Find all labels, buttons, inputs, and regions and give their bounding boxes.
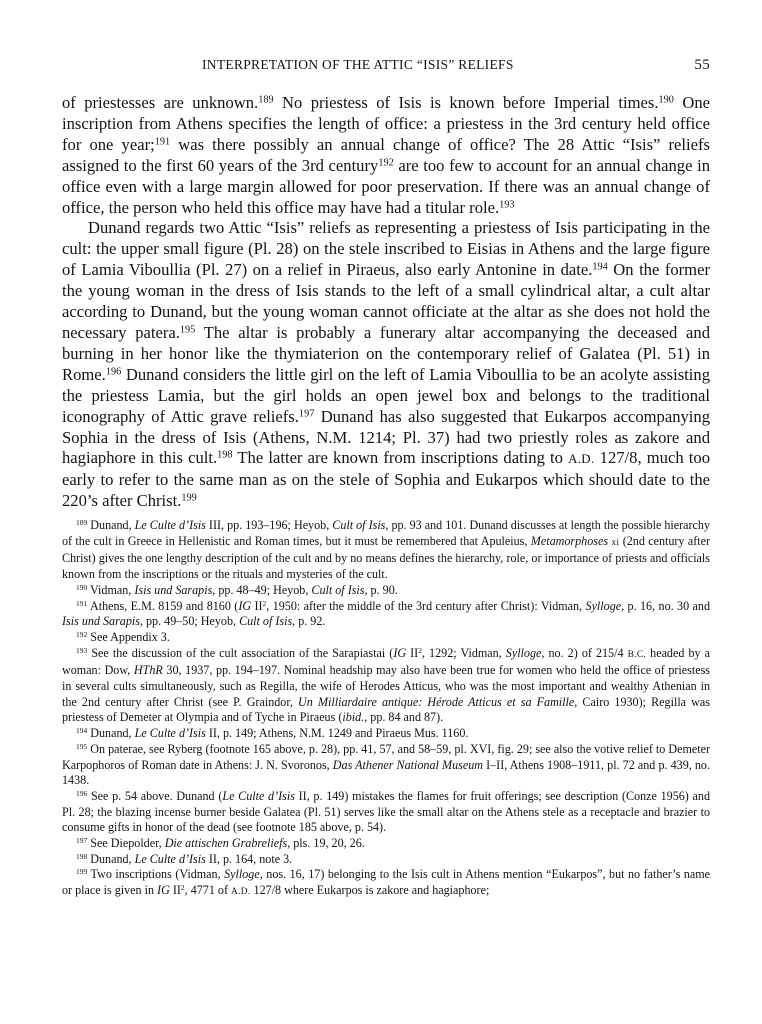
- footnote-196: $^{196}$ See p. 54 above. Dunand (Le Culte d’Isis II, p. 149) mistakes the flames for fruit offerings; see description (Conze 1956) and Pl. 28; the blazing incense burner beside Galatea (Pl. 51) serves like the small altar on the Athens stele as a receptacle and brazier to consume gifts in honor of the dead (see footnote 185 above, p. 54).: [62, 788, 710, 835]
- page-header: [62, 57, 710, 77]
- paragraph-1: of priestesses are unknown.$^{189}$ No priestess of Isis is known before Imperial times.$^{190}$ One inscription from Athens specifies the length of office: a priestess in the 3rd century held office for one year;$^{191}$ was there possibly an annual change of office? The 28 Attic “Isis” reliefs assigned to the first 60 years of the 3rd century$^{192}$ are too few to account for an annual change in office even with a large margin allowed for poor preservation. If there was an annual change of office, the person who held this office may have had a titular role.$^{193}$: [62, 93, 711, 217]
- running-head: INTERPRETATION OF THE ATTIC “ISIS” RELIEFS: [202, 57, 514, 72]
- footnote-ref: 197: [298, 407, 315, 419]
- footnote-ref: 190: [658, 94, 674, 106]
- footnote-189: $^{189}$ Dunand, Le Culte d’Isis III, pp. 193–196; Heyob, Cult of Isis, pp. 93 and 101. Dunand discusses at length the possible hierarchy of the cult in Greece in Hellenistic and Roman times, but it must be remembered that Apuleius, Metamorphoses xi (2nd century after Christ) gives the one lengthy description of the cult and by no means defines the hierarchy, role, or importance of priests and officials known from the inscriptions or the rituals and mysteries of the cult.: [62, 517, 711, 582]
- footnote-ref: 195: [179, 324, 196, 336]
- footnote-197: $^{197}$ See Diepolder, Die attischen Grabreliefs, pls. 19, 20, 26.: [76, 835, 365, 851]
- footnote-ref: 193: [499, 198, 515, 210]
- footnote-193: $^{193}$ See the discussion of the cult association of the Sarapiastai (IG $II^2$, 1292; Vidman, Sylloge, no. 2) of 215/4 B.C. headed by a woman: Dow, HThR 30, 1937, pp. 194–197. Nominal headship may also have been true for women who held the office of priestess in several cults simultaneously, such as Regilla, the wife of Herodes Atticus, who was the most important and wealthy Athenian in the 2nd century after Christ (see P. Graindor, Un Milliardaire antique: Hérode Atticus et sa Famille, Cairo 1930); Regilla was priestess of Demeter at Olympia and of Tyche in Piraeus (ibid., pp. 84 and 87).: [62, 645, 710, 725]
- footnote-ref: 189: [258, 94, 274, 106]
- footnote-198: $^{198}$ Dunand, Le Culte d’Isis II, p. 164, note 3.: [76, 851, 293, 866]
- footnote-195: $^{195}$ On paterae, see Ryberg (footnote 165 above, p. 28), pp. 41, 57, and 58–59, pl. XVI, fig. 29; see also the votive relief to Demeter Karpophoros of Roman date in Athens: J. N. Svoronos, Das Athener National Museum I–II, Athens 1908–1911, pl. 72 and p. 439, no. 1438.: [62, 741, 710, 788]
- footnote-ref: 199: [181, 492, 197, 504]
- footnote-ref: 192: [378, 157, 394, 169]
- footnote-ref: 198: [217, 449, 233, 461]
- page-number: 55: [694, 57, 710, 73]
- footnote-191: $^{191}$ Athens, E.M. 8159 and 8160 (IG $II^2$, 1950: after the middle of the 3rd century after Christ): Vidman, Sylloge, p. 16, no. 30 and Isis und Sarapis, pp. 49–50; Heyob, Cult of Isis, p. 92.: [62, 598, 710, 629]
- paragraph-2: Dunand regards two Attic “Isis” reliefs as representing a priestess of Isis participating in the cult: the upper small figure (Pl. 28) on the stele inscribed to Eisias in Athens and the large figure of Lamia Viboullia (Pl. 27) on a relief in Piraeus, also early Antonine in date.$^{194}$ On the former the young woman in the dress of Isis stands to the left of a small cylindrical altar, a cult altar according to Dunand, but the young woman cannot officiate at the altar as she does not hold the necessary patera.$^{195}$ The altar is probably a funerary altar accompanying the deceased and burning in her honor like the thymiaterion on the contemporary relief of Galatea (Pl. 51) in Rome.$^{196}$ Dunand considers the little girl on the left of Lamia Viboullia to be an acolyte assisting the priestess Lamia, but the girl holds an open jewel box and belongs to the traditional iconography of Attic grave reliefs.$^{197}$ Dunand has also suggested that Eukarpos accompanying Sophia in the dress of Isis (Athens, N.M. 1214; Pl. 37) had two priestly roles as zakore and hagiaphore in this cult.$^{198}$ The latter are known from inscriptions dating to A.D. 127/8, much too early to refer to the same man as on the stele of Sophia and Eukarpos which should date to the 220’s after Christ.$^{199}$: [62, 218, 710, 511]
- footnote-ref: 196: [105, 366, 122, 378]
- footnote-192: $^{192}$ See Appendix 3.: [76, 629, 170, 644]
- footnotes: [62, 518, 710, 901]
- footnote-190: $^{190}$ Vidman, Isis und Sarapis, pp. 48–49; Heyob, Cult of Isis, p. 90.: [76, 582, 398, 597]
- footnote-ref: 194: [592, 261, 608, 273]
- footnote-ref: 191: [154, 136, 171, 148]
- footnote-199: $^{199}$ Two inscriptions (Vidman, Sylloge, nos. 16, 17) belonging to the Isis cult in Athens mention “Eukarpos”, but no father’s name or place is given in IG $II^2$, 4771 of A.D. 127/8 where Eukarpos is zakore and hagiaphore;: [62, 867, 711, 898]
- main-text: [62, 93, 710, 512]
- book-page: [62, 0, 710, 1024]
- footnote-194: $^{194}$ Dunand, Le Culte d’Isis II, p. 149; Athens, N.M. 1249 and Piraeus Mus. 1160.: [76, 726, 469, 741]
